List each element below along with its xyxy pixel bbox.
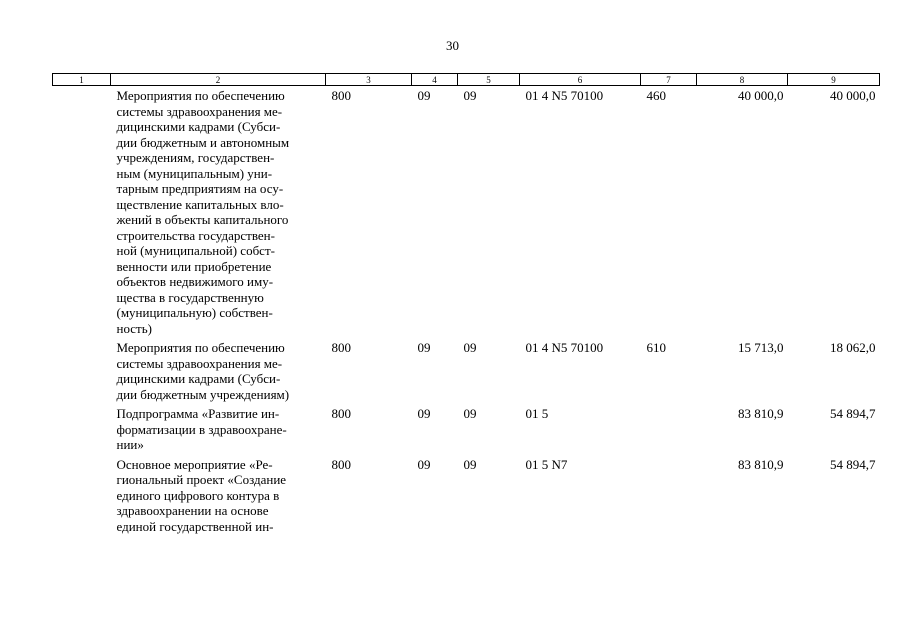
expense-type-cell [641,455,697,537]
amount-cell: 18 062,0 [830,340,876,355]
section-code-cell: 09 [417,456,431,472]
amount-cell: 54 894,7 [830,406,876,421]
target-article-cell: 01 5 [525,406,549,421]
table-row [53,455,880,537]
column-number: 8 [697,74,788,86]
column-number: 9 [788,74,880,86]
ministry-code-cell: 800 [331,456,351,472]
amount-cell: 83 810,9 [738,406,784,421]
amount-cell: 15 713,0 [738,340,784,355]
column-number: 3 [326,74,412,86]
column-number: 2 [111,74,326,86]
column-number: 1 [53,74,111,86]
subsection-code-cell: 09 [463,88,477,103]
target-article-cell: 01 4 N5 70100 [525,88,604,103]
amount-cell: 40 000,0 [830,88,876,103]
amount-cell: 54 894,7 [830,456,876,472]
column-number: 4 [412,74,458,86]
table-row [53,86,880,339]
column-number: 6 [520,74,641,86]
row-number-cell [53,338,111,404]
subsection-code-cell: 09 [463,456,477,472]
amount-cell: 83 810,9 [738,456,784,472]
item-name-cell: Основное мероприятие «Ре- гиональный проект «Создание единого цифрового контура в здравоохранении на основе единой государственной ин- [116,456,287,534]
ministry-code-cell: 800 [331,406,351,421]
row-number-cell [53,404,111,455]
item-name-cell: Мероприятия по обеспечению системы здравоохранения ме- дицинскими кадрами (Субси- дии бюджетным и автономным учреждениям, государствен- ным (муниципальным) уни- тарным предприятиям на осу- ществление капитальных вло- жений в объекты капитального строительства государствен- ной (муниципальной) собст- венности или приобретение объектов недвижимого иму- щества в государственную (муниципальную) собствен- ность) [116,88,290,336]
expense-type-cell [641,404,697,455]
column-number: 7 [641,74,697,86]
ministry-code-cell: 800 [331,88,351,103]
target-article-cell: 01 5 N7 [525,456,568,472]
column-number: 5 [458,74,520,86]
section-code-cell: 09 [417,88,431,103]
ministry-code-cell: 800 [331,340,351,355]
item-name-cell: Подпрограмма «Развитие ин- форматизации в здравоохране- нии» [116,406,287,452]
section-code-cell: 09 [417,340,431,355]
budget-table [52,73,880,536]
item-name-cell: Мероприятия по обеспечению системы здравоохранения ме- дицинскими кадрами (Субси- дии бюджетным учреждениям) [116,340,290,402]
subsection-code-cell: 09 [463,340,477,355]
amount-cell: 40 000,0 [738,88,784,103]
section-code-cell: 09 [417,406,431,421]
row-number-cell [53,455,111,537]
row-number-cell [53,86,111,339]
page-number: 30 [446,38,459,53]
column-number-row [53,74,880,86]
table-row [53,338,880,404]
table-row [53,404,880,455]
expense-type-cell: 610 [646,340,666,355]
subsection-code-cell: 09 [463,406,477,421]
target-article-cell: 01 4 N5 70100 [525,340,604,355]
expense-type-cell: 460 [646,88,666,103]
